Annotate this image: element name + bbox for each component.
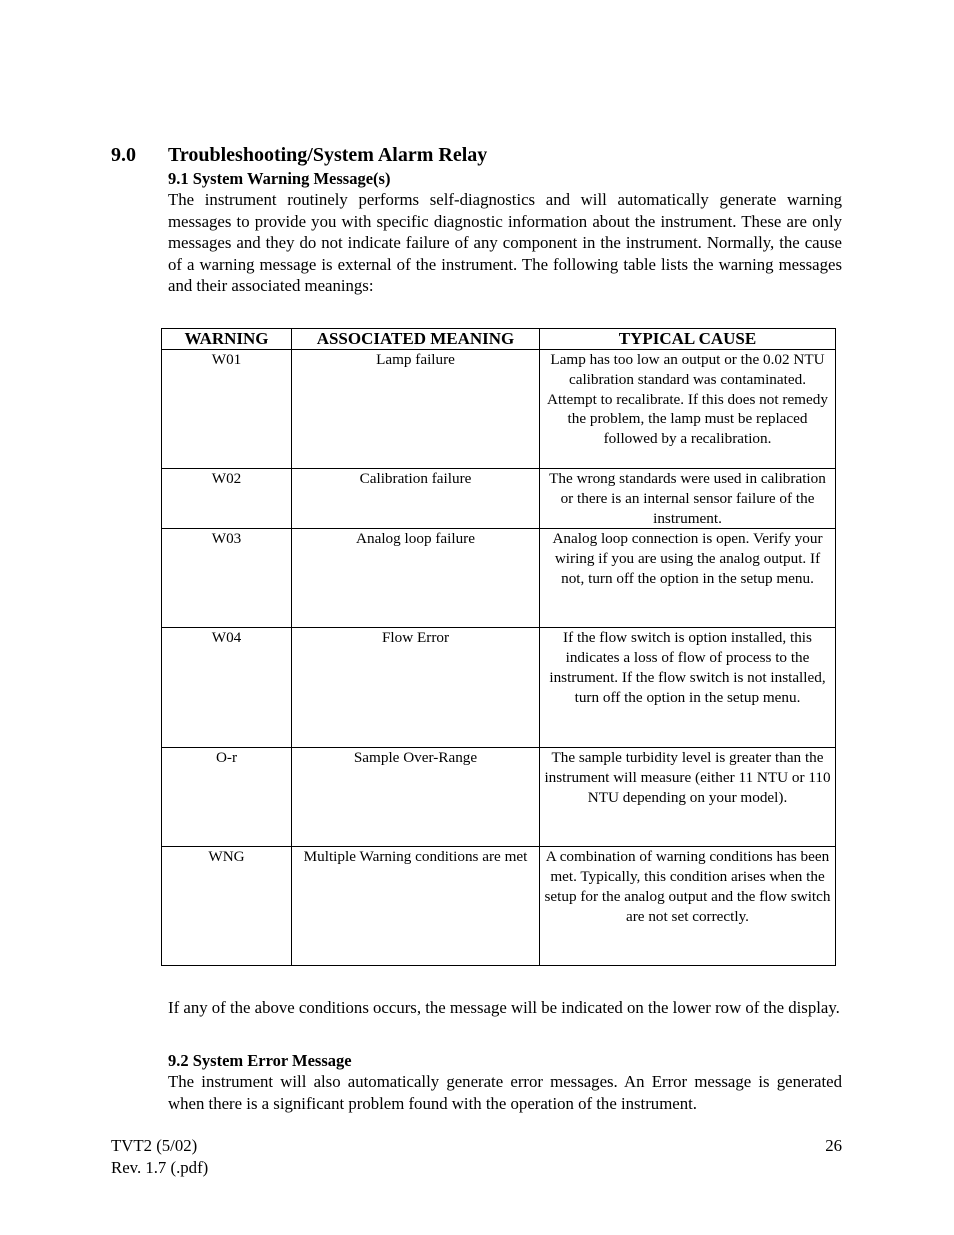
table-row [162,847,836,966]
warning-meaning: Flow Error [292,628,540,748]
table-row [162,529,836,628]
page-number: 26 [825,1136,842,1155]
warning-code: O-r [162,748,292,847]
footer-doc-id: TVT2 (5/02) [111,1136,198,1155]
footer-left [111,1135,208,1179]
warning-cause: Analog loop connection is open. Verify your wiring if you are using the analog output. If not, turn off the option in the setup menu. [540,529,836,628]
warning-subheading: 9.1 System Warning Message(s) [168,169,391,188]
table-row [162,748,836,847]
warning-cause: A combination of warning conditions has been met. Typically, this condition arises when the setup for the analog output and the flow switch are not set correctly. [540,847,836,966]
warning-cause: The sample turbidity level is greater than the instrument will measure (either 11 NTU or 110 NTU depending on your model). [540,748,836,847]
table-header-row [162,329,836,350]
table-row [162,628,836,748]
warning-code: W03 [162,529,292,628]
warning-meaning: Sample Over-Range [292,748,540,847]
warning-meaning: Calibration failure [292,469,540,529]
column-header-cause: TYPICAL CAUSE [540,329,836,350]
warning-meaning: Multiple Warning conditions are met [292,847,540,966]
warning-meaning: Analog loop failure [292,529,540,628]
warning-cause-line: Attempt to recalibrate. If this does not remedy the problem, the lamp must be replaced followed by a recalibration. [547,390,828,448]
warning-table [161,328,836,966]
warning-cause [540,350,836,469]
column-header-warning: WARNING [162,329,292,350]
warning-code: W01 [162,350,292,469]
warning-cause: The wrong standards were used in calibration or there is an internal sensor failure of the instrument. [540,469,836,529]
warning-meaning: Lamp failure [292,350,540,469]
section-number: 9.0 [111,144,136,166]
error-paragraph: The instrument will also automatically generate error messages. An Error message is generated when there is a significant problem found with the operation of the instrument. [168,1072,842,1113]
warning-code: W02 [162,469,292,529]
column-header-meaning: ASSOCIATED MEANING [292,329,540,350]
warning-cause-line: Lamp has too low an output or the 0.02 NTU calibration standard was contaminated. [550,351,825,388]
warning-intro-paragraph: The instrument routinely performs self-diagnostics and will automatically generate warning messages to provide you with specific diagnostic information about the instrument. These are only messages and they do not indicate failure of any component in the instrument. Normally, the cause of a warning message is external of the instrument. The following table lists the warning messages and their associated meanings: [168,190,842,295]
after-table-paragraph: If any of the above conditions occurs, the message will be indicated on the lower row of the display. [168,998,840,1017]
section-title: Troubleshooting/System Alarm Relay [168,144,488,166]
warning-code: WNG [162,847,292,966]
warning-code: W04 [162,628,292,748]
footer-revision: Rev. 1.7 (.pdf) [111,1158,209,1177]
error-subheading: 9.2 System Error Message [168,1051,352,1070]
table-row [162,350,836,469]
warning-cause: If the flow switch is option installed, this indicates a loss of flow of process to the instrument. If the flow switch is not installed, turn off the option in the setup menu. [540,628,836,748]
table-row [162,469,836,529]
